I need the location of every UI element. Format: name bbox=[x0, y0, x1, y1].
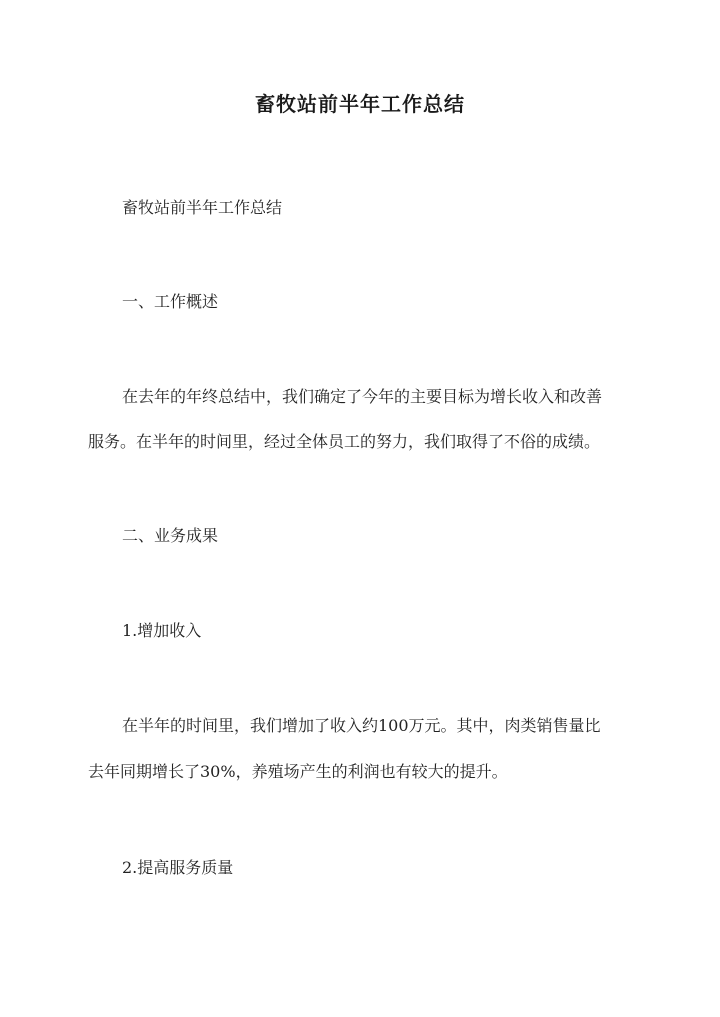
overview-paragraph-line: 服务。在半年的时间里，经过全体员工的努力，我们取得了不俗的成绩。 bbox=[88, 432, 601, 451]
income-paragraph-line: 去年同期增长了30%，养殖场产生的利润也有较大的提升。 bbox=[88, 762, 508, 781]
subheading-service-quality: 2.提高服务质量 bbox=[122, 858, 234, 877]
document-title: 畜牧站前半年工作总结 bbox=[255, 92, 465, 116]
document-subtitle: 畜牧站前半年工作总结 bbox=[122, 198, 283, 217]
subheading-increase-income: 1.增加收入 bbox=[122, 621, 202, 640]
overview-paragraph-line: 在去年的年终总结中，我们确定了今年的主要目标为增长收入和改善 bbox=[122, 387, 603, 406]
income-paragraph-line: 在半年的时间里，我们增加了收入约100万元。其中，肉类销售量比 bbox=[122, 716, 601, 735]
section-heading-results: 二、业务成果 bbox=[122, 526, 219, 545]
section-heading-overview: 一、工作概述 bbox=[122, 292, 219, 311]
